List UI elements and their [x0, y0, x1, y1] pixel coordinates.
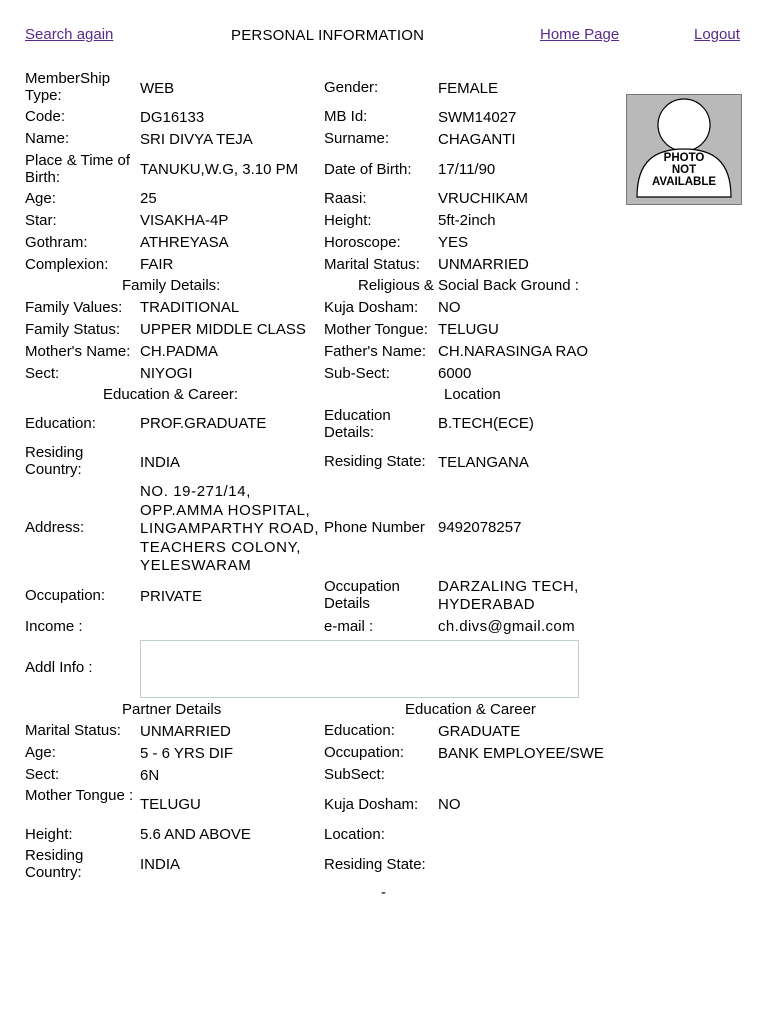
page-title: PERSONAL INFORMATION: [231, 27, 425, 44]
raasi-label: Raasi:: [324, 190, 367, 207]
surname-label: Surname:: [324, 130, 390, 147]
address-line: NO. 19-271/14,: [140, 483, 251, 500]
sect-value: NIYOGI: [140, 365, 193, 382]
code-value: DG16133: [140, 109, 205, 126]
partner-education-label: Education:: [324, 722, 395, 739]
complexion-label: Complexion:: [25, 256, 109, 273]
surname-value: CHAGANTI: [438, 131, 516, 148]
partner-kuja-dosham-label: Kuja Dosham:: [324, 796, 419, 813]
address-line: TEACHERS COLONY,: [140, 538, 302, 556]
star-value: VISAKHA-4P: [140, 212, 229, 229]
email-value: ch.divs@gmail.com: [438, 618, 576, 635]
membership-type-value: WEB: [140, 80, 175, 97]
occupation-details-line: HYDERABAD: [438, 596, 535, 613]
kuja-dosham-label: Kuja Dosham:: [324, 299, 419, 316]
partner-age-value: 5 - 6 YRS DIF: [140, 745, 234, 762]
photo-text-line1: PHOTO: [663, 152, 705, 164]
family-status-value: UPPER MIDDLE CLASS: [140, 321, 306, 338]
partner-details-heading: Partner Details: [122, 701, 222, 718]
horoscope-value: YES: [438, 234, 469, 251]
family-details-heading: Family Details:: [122, 277, 221, 294]
education-details-value: B.TECH(ECE): [438, 415, 534, 432]
education-details-label: Education Details:: [324, 407, 391, 441]
family-values-value: TRADITIONAL: [140, 299, 240, 316]
partner-mother-tongue-value: TELUGU: [140, 796, 201, 813]
partner-age-label: Age:: [25, 744, 56, 761]
partner-location-label: Location:: [324, 826, 385, 843]
footer-dash: -: [381, 884, 386, 901]
family-status-label: Family Status:: [25, 321, 121, 338]
mothers-name-label: Mother's Name:: [25, 343, 131, 360]
residing-state-label: Residing State:: [324, 453, 426, 470]
partner-sect-value: 6N: [140, 767, 160, 784]
family-values-label: Family Values:: [25, 299, 123, 316]
mbid-label: MB Id:: [324, 108, 368, 125]
partner-occupation-value: BANK EMPLOYEE/SWE: [438, 745, 604, 762]
partner-education-value: GRADUATE: [438, 723, 521, 740]
partner-kuja-dosham-value: NO: [438, 796, 461, 813]
mothers-name-value: CH.PADMA: [140, 343, 219, 360]
gender-value: FEMALE: [438, 80, 499, 97]
partner-occupation-label: Occupation:: [324, 744, 405, 761]
mother-tongue-value: TELUGU: [438, 321, 499, 338]
partner-residing-country-label: Residing Country:: [25, 847, 84, 881]
sub-sect-label: Sub-Sect:: [324, 365, 390, 382]
income-label: Income :: [25, 618, 83, 635]
email-label: e-mail :: [324, 618, 374, 635]
horoscope-label: Horoscope:: [324, 234, 401, 251]
search-again-link[interactable]: Search again: [25, 26, 114, 43]
dob-label: Date of Birth:: [324, 161, 412, 178]
mother-tongue-label: Mother Tongue:: [324, 321, 428, 338]
kuja-dosham-value: NO: [438, 299, 461, 316]
top-nav: [0, 26, 768, 46]
dob-value: 17/11/90: [438, 161, 496, 178]
partner-subsect-label: SubSect:: [324, 766, 385, 783]
age-label: Age:: [25, 190, 56, 207]
occupation-details-label: Occupation Details: [324, 578, 400, 612]
religious-background-heading: Religious & Social Back Ground :: [358, 277, 579, 294]
partner-marital-status-value: UNMARRIED: [140, 723, 231, 740]
partner-marital-status-label: Marital Status:: [25, 722, 121, 739]
raasi-value: VRUCHIKAM: [438, 190, 529, 207]
addl-info-label: Addl Info :: [25, 659, 93, 676]
gothram-label: Gothram:: [25, 234, 88, 251]
address-value: [140, 483, 319, 576]
place-time-birth-value: TANUKU,W.G, 3.10 PM: [140, 161, 299, 178]
education-value: PROF.GRADUATE: [140, 415, 267, 432]
gender-label: Gender:: [324, 79, 379, 96]
address-label: Address:: [25, 519, 85, 536]
fathers-name-value: CH.NARASINGA RAO: [438, 343, 589, 360]
residing-country-value: INDIA: [140, 454, 181, 471]
place-time-birth-label: Place & Time of Birth:: [25, 152, 131, 186]
occupation-details-value: [438, 578, 579, 614]
location-heading: Location: [444, 386, 501, 403]
profile-photo-placeholder: [626, 94, 742, 205]
photo-text-line2: NOT: [671, 164, 697, 176]
mbid-value: SWM14027: [438, 109, 517, 126]
home-page-link[interactable]: Home Page: [540, 26, 620, 43]
name-value: SRI DIVYA TEJA: [140, 131, 253, 148]
partner-height-label: Height:: [25, 826, 73, 843]
fathers-name-label: Father's Name:: [324, 343, 427, 360]
logout-link[interactable]: Logout: [694, 26, 740, 43]
partner-sect-label: Sect:: [25, 766, 60, 783]
gothram-value: ATHREYASA: [140, 234, 229, 251]
phone-number-value: 9492078257: [438, 519, 522, 536]
sub-sect-value: 6000: [438, 365, 472, 382]
age-value: 25: [140, 190, 157, 207]
photo-text-line3: AVAILABLE: [651, 176, 717, 188]
education-label: Education:: [25, 415, 96, 432]
code-label: Code:: [25, 108, 66, 125]
education-career-heading: Education & Career:: [103, 386, 239, 403]
name-label: Name:: [25, 130, 70, 147]
phone-number-label: Phone Number: [324, 519, 425, 536]
star-label: Star:: [25, 212, 57, 229]
residing-state-value: TELANGANA: [438, 454, 529, 471]
occupation-value: PRIVATE: [140, 588, 202, 605]
height-label: Height:: [324, 212, 372, 229]
partner-residing-state-label: Residing State:: [324, 856, 426, 873]
height-value: 5ft-2inch: [438, 212, 496, 229]
partner-height-value: 5.6 AND ABOVE: [140, 826, 251, 843]
avatar-silhouette-icon: [627, 95, 741, 204]
occupation-details-line: DARZALING TECH,: [438, 578, 579, 595]
partner-mother-tongue-label: Mother Tongue :: [25, 787, 134, 804]
partner-residing-country-value: INDIA: [140, 856, 181, 873]
address-line: OPP.AMMA HOSPITAL,: [140, 501, 311, 519]
membership-type-label: MemberShip Type:: [25, 70, 111, 104]
partner-education-career-heading: Education & Career: [405, 701, 536, 718]
complexion-value: FAIR: [140, 256, 174, 273]
addl-info-box: [140, 640, 579, 698]
residing-country-label: Residing Country:: [25, 444, 84, 478]
address-line: YELESWARAM: [140, 557, 252, 574]
marital-status-value: UNMARRIED: [438, 256, 529, 273]
sect-label: Sect:: [25, 365, 60, 382]
address-line: LINGAMPARTHY ROAD,: [140, 520, 320, 537]
occupation-label: Occupation:: [25, 587, 106, 604]
marital-status-label: Marital Status:: [324, 256, 420, 273]
